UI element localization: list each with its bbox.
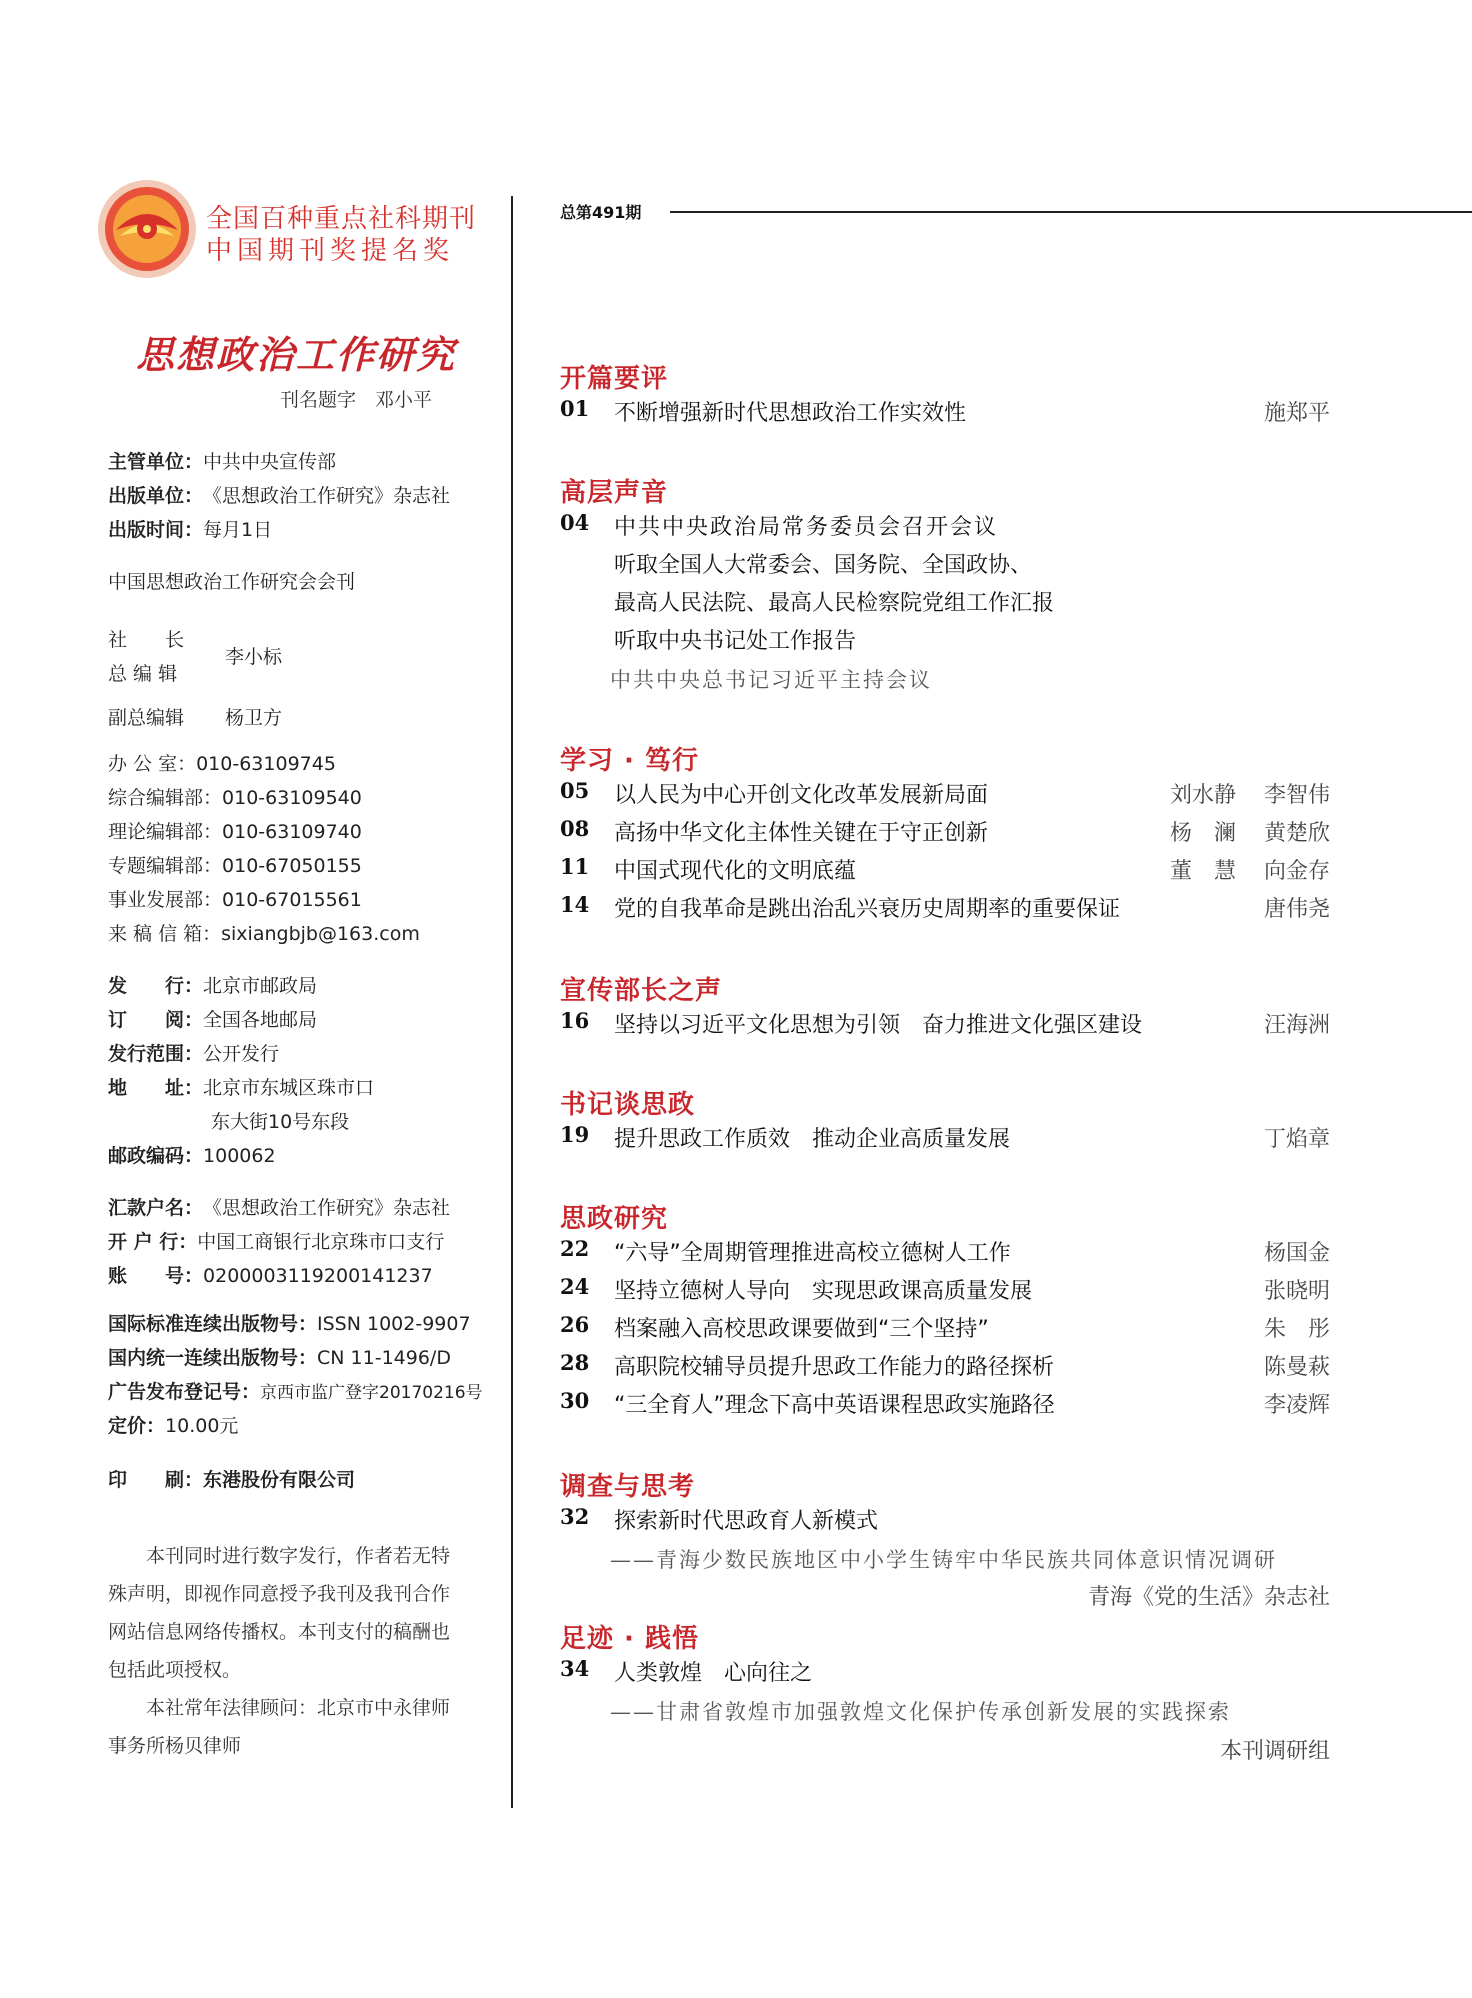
toc-entry[interactable]	[560, 1350, 1330, 1384]
article-title-line: 最高人民法院、最高人民检察院党组工作汇报	[614, 591, 1055, 616]
page-number: 22	[560, 1236, 590, 1261]
section-heading-secretary: 书记谈思政	[560, 1090, 696, 1120]
page-number: 05	[560, 778, 590, 803]
article-title: 档案融入高校思政课要做到“三个坚持”	[614, 1317, 989, 1342]
article-author: 施郑平	[1263, 401, 1330, 426]
bank-branch: 开 户 行：中国工商银行北京珠市口支行	[108, 1231, 445, 1253]
price-line: 定价：10.00元	[108, 1415, 239, 1437]
article-title: 不断增强新时代思想政治工作实效性	[614, 401, 967, 426]
article-author: 向金存	[1263, 859, 1330, 884]
page-number: 30	[560, 1388, 590, 1413]
contact-email: 来 稿 信 箱：sixiangbjb@163.com	[108, 923, 420, 945]
award-emblem-icon	[96, 178, 198, 280]
contact-development: 事业发展部：010-67015561	[108, 889, 362, 911]
article-author: 唐伟尧	[1263, 897, 1330, 922]
article-author: 杨国金	[1263, 1241, 1330, 1266]
distribution-scope: 发行范围：公开发行	[108, 1043, 280, 1065]
article-title: 以人民为中心开创文化改革发展新局面	[614, 783, 989, 808]
article-author: 黄楚欣	[1263, 821, 1330, 846]
page-number: 16	[560, 1008, 590, 1033]
article-title: 坚持立德树人导向 实现思政课高质量发展	[614, 1279, 1033, 1304]
page-number: 26	[560, 1312, 590, 1337]
page-number: 19	[560, 1122, 590, 1147]
toc-entry[interactable]	[560, 1312, 1330, 1346]
page-number: 14	[560, 892, 590, 917]
article-subtitle: ——甘肃省敦煌市加强敦煌文化保护传承创新发展的实践探索	[610, 1700, 1231, 1724]
distribution-issuer: 发 行：北京市邮政局	[108, 975, 318, 997]
title-inscription: 刊名题字 邓小平	[280, 389, 433, 411]
toc-entry[interactable]	[560, 1656, 1330, 1690]
contact-special: 专题编辑部：010-67050155	[108, 855, 362, 877]
chief-editor-label: 总 编 辑	[108, 663, 178, 685]
section-heading-propaganda: 宣传部长之声	[560, 976, 723, 1006]
article-author: 丁焰章	[1263, 1127, 1330, 1152]
page-number: 04	[560, 510, 590, 535]
toc-entry[interactable]	[560, 892, 1330, 926]
article-author: 李智伟	[1263, 783, 1330, 808]
page-number: 34	[560, 1656, 590, 1681]
article-title: 探索新时代思政育人新模式	[614, 1509, 879, 1534]
publisher-line: 出版单位：《思想政治工作研究》杂志社	[108, 485, 451, 507]
section-heading-research: 思政研究	[560, 1204, 669, 1234]
distribution-subscribe: 订 阅：全国各地邮局	[108, 1009, 318, 1031]
toc-entry[interactable]	[560, 854, 1330, 888]
copyright-notice	[108, 1537, 468, 1765]
society-line: 中国思想政治工作研究会会刊	[108, 571, 356, 593]
header-rule	[670, 211, 1472, 213]
section-heading-study: 学习 · 笃行	[560, 746, 699, 776]
toc-entry[interactable]	[560, 1008, 1330, 1042]
section-heading-footprints: 足迹 · 践悟	[560, 1624, 699, 1654]
toc-entry[interactable]	[560, 1236, 1330, 1270]
article-subtitle: 中共中央总书记习近平主持会议	[610, 668, 932, 692]
pubtime-line: 出版时间：每月1日	[108, 519, 273, 541]
article-author: 李凌辉	[1263, 1393, 1330, 1418]
journal-title: 思想政治工作研究	[136, 332, 457, 377]
article-title: 高扬中华文化主体性关键在于守正创新	[614, 821, 989, 846]
article-author: 朱 彤	[1263, 1317, 1330, 1342]
article-title: 高职院校辅导员提升思政工作能力的路径探析	[614, 1355, 1055, 1380]
bank-account-name: 汇款户名：《思想政治工作研究》杂志社	[108, 1197, 451, 1219]
section-heading-survey: 调查与思考	[560, 1472, 696, 1502]
toc-entry[interactable]	[560, 396, 1330, 430]
article-author: 青海《党的生活》杂志社	[1087, 1585, 1330, 1610]
address-line-2: 东大街10号东段	[211, 1111, 350, 1133]
toc-entry[interactable]	[560, 816, 1330, 850]
supervisor-line: 主管单位：中共中央宣传部	[108, 451, 337, 473]
toc-entry[interactable]	[560, 1504, 1330, 1538]
cn-line: 国内统一连续出版物号：CN 11-1496/D	[108, 1347, 451, 1369]
president-chief-name: 李小标	[225, 646, 283, 668]
notice-paragraph-2: 本社常年法律顾问：北京市中永律师事务所杨贝律师	[108, 1697, 451, 1757]
president-label: 社 长	[108, 629, 185, 651]
deputy-line: 副总编辑 杨卫方	[108, 707, 283, 729]
article-title: “三全育人”理念下高中英语课程思政实施路径	[614, 1393, 1055, 1418]
issn-line: 国际标准连续出版物号：ISSN 1002-9907	[108, 1313, 471, 1335]
column-divider	[511, 196, 513, 1808]
article-author: 董 慧	[1169, 859, 1236, 884]
toc-entry[interactable]	[560, 1122, 1330, 1156]
page-number: 11	[560, 854, 590, 879]
notice-paragraph-1: 本刊同时进行数字发行，作者若无特殊声明，即视作同意授予我刊及我刊合作网站信息网络传播权。本刊支付的稿酬也包括此项授权。	[108, 1545, 451, 1681]
article-title: 提升思政工作质效 推动企业高质量发展	[614, 1127, 1011, 1152]
page-number: 08	[560, 816, 590, 841]
article-subtitle: ——青海少数民族地区中小学生铸牢中华民族共同体意识情况调研	[610, 1548, 1277, 1572]
article-author: 杨 澜	[1169, 821, 1236, 846]
article-title-line: 听取全国人大常委会、国务院、全国政协、	[614, 553, 1033, 578]
article-author: 本刊调研组	[1219, 1739, 1330, 1764]
contact-general: 综合编辑部：010-63109540	[108, 787, 362, 809]
article-author: 陈曼萩	[1263, 1355, 1330, 1380]
ad-registration-line: 广告发布登记号：京西市监广登字20170216号	[108, 1381, 483, 1403]
article-author: 张晓明	[1263, 1279, 1330, 1304]
toc-entry[interactable]	[560, 1274, 1330, 1308]
toc-entry[interactable]	[560, 778, 1330, 812]
article-author: 刘水静	[1169, 783, 1236, 808]
award-line-1: 全国百种重点社科期刊	[206, 204, 477, 234]
article-title: 坚持以习近平文化思想为引领 奋力推进文化强区建设	[614, 1013, 1143, 1038]
bank-account-number: 账 号：0200003119200141237	[108, 1265, 433, 1287]
issue-number: 总第491期	[560, 203, 642, 222]
award-line-2: 中国期刊奖提名奖	[206, 236, 455, 266]
page-number: 24	[560, 1274, 590, 1299]
article-title: 人类敦煌 心向往之	[614, 1661, 813, 1686]
article-title-line: 听取中央书记处工作报告	[614, 629, 857, 654]
toc-entry[interactable]	[560, 510, 1330, 544]
article-title: 中国式现代化的文明底蕴	[614, 859, 857, 884]
article-title: 党的自我革命是跳出治乱兴衰历史周期率的重要保证	[614, 897, 1121, 922]
article-title: 中共中央政治局常务委员会召开会议	[614, 515, 999, 540]
page-number: 32	[560, 1504, 590, 1529]
printer-line: 印 刷：东港股份有限公司	[108, 1469, 356, 1491]
page-number: 01	[560, 396, 590, 421]
toc-entry[interactable]	[560, 1388, 1330, 1422]
contact-theory: 理论编辑部：010-63109740	[108, 821, 362, 843]
section-heading-leadership: 高层声音	[560, 478, 669, 508]
postcode-line: 邮政编码：100062	[108, 1145, 276, 1167]
article-title: “六导”全周期管理推进高校立德树人工作	[614, 1241, 1011, 1266]
article-author: 汪海洲	[1263, 1013, 1330, 1038]
page-number: 28	[560, 1350, 590, 1375]
section-heading-opening: 开篇要评	[560, 364, 669, 394]
contact-office: 办 公 室：010-63109745	[108, 753, 336, 775]
address-line-1: 地 址：北京市东城区珠市口	[108, 1077, 375, 1099]
